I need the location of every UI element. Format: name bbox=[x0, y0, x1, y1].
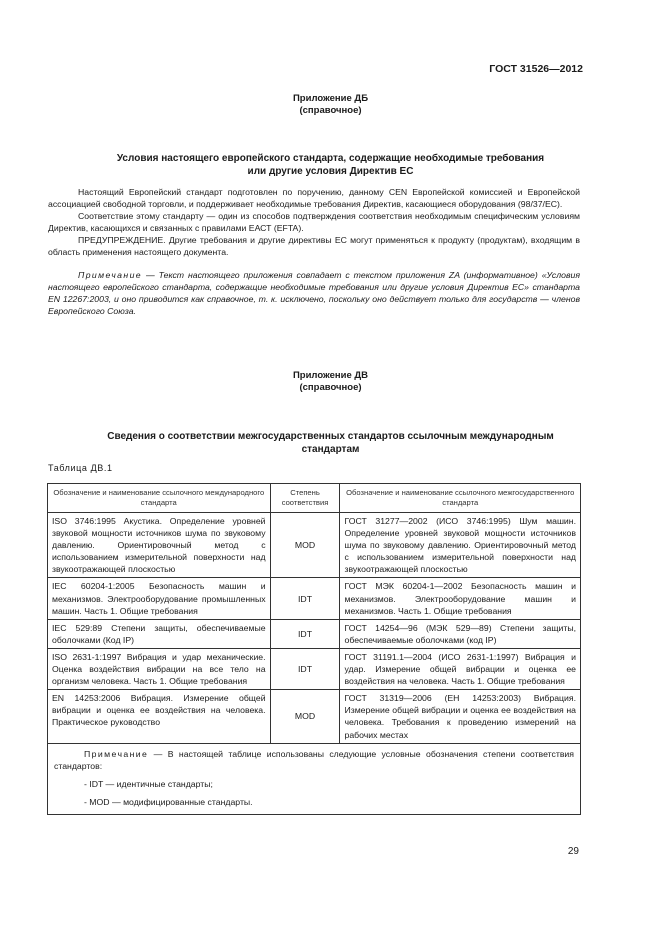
table-note: Примечание — В настоящей таблице использованы следующие условные обозначения степени соответствия стандартов: - IDT — идентичные стандарты; - MOD — модифицированные стандарты. bbox=[48, 743, 581, 814]
table-row bbox=[48, 690, 581, 743]
annex-dv-heading-line1: Сведения о соответствии межгосударственных стандартов ссылочным международным bbox=[107, 431, 554, 442]
international-standard-cell: ISO 2631-1:1997 Вибрация и удар механические. Оценка воздействия вибрации на все тело на организм человека. Часть 1. Общие требования bbox=[48, 648, 271, 689]
annex-db-title: Приложение ДБ bbox=[292, 93, 369, 104]
annex-dv-title: Приложение ДВ bbox=[292, 370, 369, 381]
annex-db-heading-line1: Условия настоящего европейского стандарта, содержащие необходимые требования bbox=[116, 153, 545, 164]
column-header-national: Обозначение и наименование ссылочного межгосударственного стандарта bbox=[340, 484, 581, 513]
degree-cell: IDT bbox=[270, 648, 340, 689]
annex-db-note: Примечание — Текст настоящего приложения совпадает с текстом приложения ZA (информативное) «Условия настоящего европейского стандарта, содержащие необходимые требования или другие условия Директив ЕС» стандарта EN 12267:2003, и оно приводится как справочное, т. к. исключено, поскольку оно действует только для государств — членов Европейского Союза. bbox=[48, 269, 580, 316]
national-standard-cell: ГОСТ 31319—2006 (ЕН 14253:2003) Вибрация. Измерение общей вибрации и оценка ее воздействия на человека. Требования к проведению измерений на рабочих местах bbox=[340, 690, 581, 743]
international-standard-cell: IEC 60204-1:2005 Безопасность машин и механизмов. Электрооборудование промышленных машин. Часть 1. Общие требования bbox=[48, 578, 271, 619]
table-note-row bbox=[48, 743, 581, 814]
national-standard-cell: ГОСТ МЭК 60204-1—2002 Безопасность машин и механизмов. Электрооборудование машин и механизмов. Часть 1. Общие требования bbox=[340, 578, 581, 619]
international-standard-cell: EN 14253:2006 Вибрация. Измерение общей вибрации и оценка ее воздействия на человека. Практическое руководство bbox=[48, 690, 271, 743]
annex-db-body bbox=[48, 186, 580, 317]
table-row bbox=[48, 648, 581, 689]
table-note-idt: - IDT — идентичные стандарты; bbox=[84, 778, 213, 789]
table-row bbox=[48, 578, 581, 619]
column-header-international: Обозначение и наименование ссылочного международного стандарта bbox=[48, 484, 271, 513]
table-row bbox=[48, 513, 581, 578]
international-standard-cell: IEC 529:89 Степени защиты, обеспечиваемые оболочками (Код IP) bbox=[48, 619, 271, 648]
table-note-mod: - MOD — модифицированные стандарты. bbox=[84, 796, 253, 807]
annex-db-paragraph-1: Настоящий Европейский стандарт подготовлен по поручению, данному CEN Европейской комиссией и Европейской ассоциацией свободной торговли, и поддерживает необходимые требования Директив, касающиеся оборудования (98/37/ЕС). bbox=[48, 187, 580, 210]
page-number: 29 bbox=[567, 846, 579, 857]
annex-db-paragraph-3: ПРЕДУПРЕЖДЕНИЕ. Другие требования и другие директивы ЕС могут применяться к продукту (продуктам), входящим в область применения настоящего документа. bbox=[48, 235, 580, 258]
document-designation: ГОСТ 31526—2012 bbox=[489, 63, 583, 75]
national-standard-cell: ГОСТ 31277—2002 (ИСО 3746:1995) Шум машин. Определение уровней звуковой мощности источников шума по звуковому давлению. Ориентировочный метод с использованием измерительной поверхности над звукоотражающей плоскостью bbox=[340, 513, 581, 578]
annex-db-subtitle: (справочное) bbox=[299, 105, 362, 116]
degree-cell: IDT bbox=[270, 619, 340, 648]
annex-dv-heading-line2: стандартам bbox=[301, 444, 360, 455]
table-caption: Таблица ДВ.1 bbox=[48, 463, 113, 473]
table-header-row bbox=[48, 484, 581, 513]
degree-cell: MOD bbox=[270, 513, 340, 578]
national-standard-cell: ГОСТ 31191.1—2004 (ИСО 2631-1:1997) Вибрация и удар. Измерение общей вибрации и оценка ее воздействия на человека. Часть 1. Общие требования bbox=[340, 648, 581, 689]
annex-db-heading-line2: или другие условия Директив ЕС bbox=[247, 166, 414, 177]
degree-cell: IDT bbox=[270, 578, 340, 619]
annex-dv-heading bbox=[60, 430, 601, 456]
national-standard-cell: ГОСТ 14254—96 (МЭК 529—89) Степени защиты, обеспечиваемые оболочками (код IP) bbox=[340, 619, 581, 648]
column-header-degree: Степень соответствия bbox=[270, 484, 340, 513]
degree-cell: MOD bbox=[270, 690, 340, 743]
annex-db-paragraph-2: Соответствие этому стандарту — один из способов подтверждения соответствия необходимым специфическим условиям Директив, касающихся и связанных с правилами ЕАСТ (EFTA). bbox=[48, 211, 580, 234]
correspondence-table bbox=[47, 483, 581, 815]
table-row bbox=[48, 619, 581, 648]
international-standard-cell: ISO 3746:1995 Акустика. Определение уровней звуковой мощности источников шума по звуковому давлению. Ориентировочный метод с использованием измерительной поверхности над звукоотражающей плоскостью bbox=[48, 513, 271, 578]
annex-db-heading bbox=[60, 152, 601, 178]
annex-dv-subtitle: (справочное) bbox=[299, 382, 362, 393]
